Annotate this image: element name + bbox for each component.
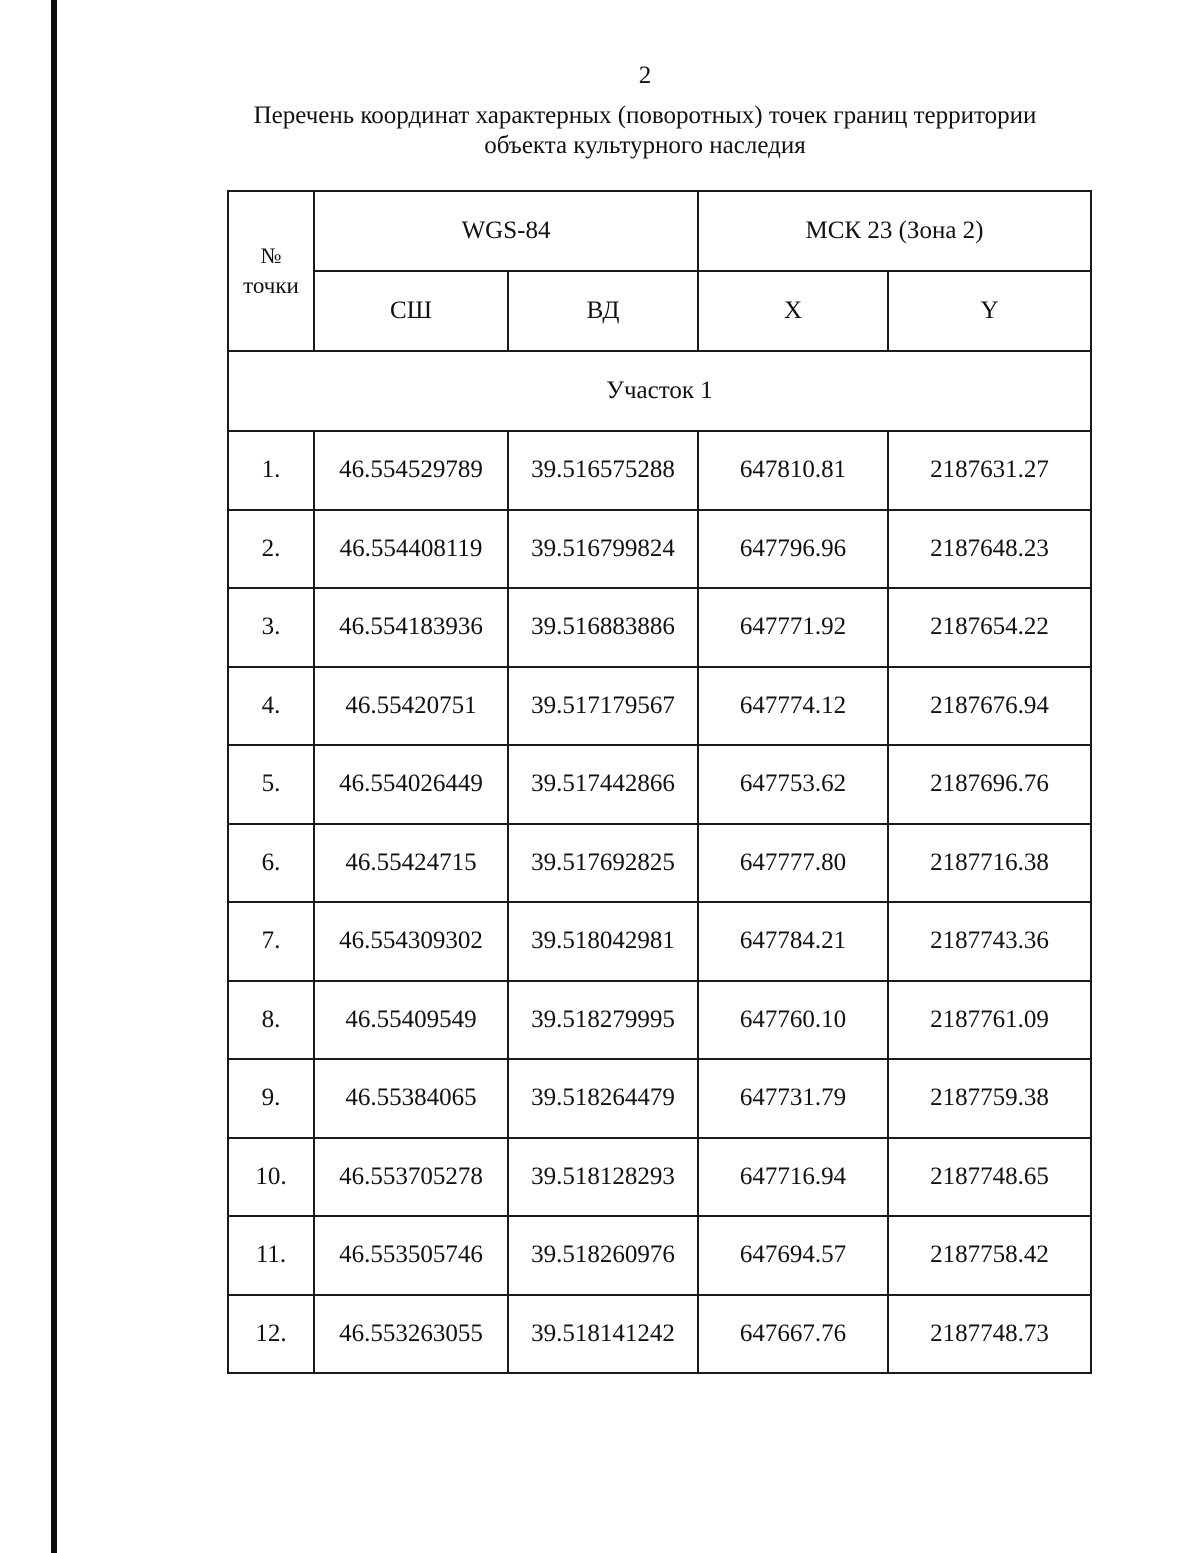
scan-edge-border bbox=[51, 0, 57, 1553]
latitude-cell: 46.553705278 bbox=[314, 1138, 508, 1217]
header-row-2 bbox=[228, 271, 1091, 351]
x-cell: 647774.12 bbox=[698, 667, 888, 746]
table-row bbox=[228, 1138, 1091, 1217]
table-row bbox=[228, 902, 1091, 981]
row-number-cell: 2. bbox=[228, 510, 314, 589]
y-cell: 2187748.65 bbox=[888, 1138, 1091, 1217]
section-title: Участок 1 bbox=[228, 351, 1091, 431]
x-cell: 647777.80 bbox=[698, 824, 888, 903]
latitude-cell: 46.554408119 bbox=[314, 510, 508, 589]
x-cell: 647731.79 bbox=[698, 1059, 888, 1138]
row-number-cell: 7. bbox=[228, 902, 314, 981]
y-header: Y bbox=[888, 271, 1091, 351]
row-number-cell: 12. bbox=[228, 1295, 314, 1374]
y-cell: 2187743.36 bbox=[888, 902, 1091, 981]
x-header: X bbox=[698, 271, 888, 351]
latitude-cell: 46.553505746 bbox=[314, 1216, 508, 1295]
longitude-cell: 39.518128293 bbox=[508, 1138, 698, 1217]
y-cell: 2187758.42 bbox=[888, 1216, 1091, 1295]
x-cell: 647771.92 bbox=[698, 588, 888, 667]
row-number-cell: 5. bbox=[228, 745, 314, 824]
y-cell: 2187648.23 bbox=[888, 510, 1091, 589]
longitude-cell: 39.518264479 bbox=[508, 1059, 698, 1138]
title-line-2: объекта культурного наследия bbox=[484, 132, 806, 159]
longitude-cell: 39.518260976 bbox=[508, 1216, 698, 1295]
point-number-header bbox=[228, 191, 314, 351]
x-cell: 647760.10 bbox=[698, 981, 888, 1060]
latitude-cell: 46.554529789 bbox=[314, 431, 508, 510]
row-number-cell: 9. bbox=[228, 1059, 314, 1138]
latitude-cell: 46.554183936 bbox=[314, 588, 508, 667]
header-row-1 bbox=[228, 191, 1091, 271]
x-cell: 647694.57 bbox=[698, 1216, 888, 1295]
longitude-cell: 39.516799824 bbox=[508, 510, 698, 589]
longitude-cell: 39.516883886 bbox=[508, 588, 698, 667]
latitude-cell: 46.55424715 bbox=[314, 824, 508, 903]
table-row bbox=[228, 431, 1091, 510]
row-number-cell: 3. bbox=[228, 588, 314, 667]
table-row bbox=[228, 981, 1091, 1060]
table-row bbox=[228, 745, 1091, 824]
latitude-cell: 46.554026449 bbox=[314, 745, 508, 824]
table-row bbox=[228, 1059, 1091, 1138]
msk-header: МСК 23 (Зона 2) bbox=[698, 191, 1091, 271]
y-cell: 2187761.09 bbox=[888, 981, 1091, 1060]
x-cell: 647753.62 bbox=[698, 745, 888, 824]
y-cell: 2187654.22 bbox=[888, 588, 1091, 667]
longitude-cell: 39.517442866 bbox=[508, 745, 698, 824]
longitude-cell: 39.518141242 bbox=[508, 1295, 698, 1374]
table-row bbox=[228, 510, 1091, 589]
y-cell: 2187696.76 bbox=[888, 745, 1091, 824]
latitude-cell: 46.55420751 bbox=[314, 667, 508, 746]
y-cell: 2187676.94 bbox=[888, 667, 1091, 746]
y-cell: 2187759.38 bbox=[888, 1059, 1091, 1138]
x-cell: 647810.81 bbox=[698, 431, 888, 510]
coordinates-table bbox=[227, 190, 1092, 1374]
row-number-cell: 6. bbox=[228, 824, 314, 903]
longitude-cell: 39.518279995 bbox=[508, 981, 698, 1060]
row-number-cell: 1. bbox=[228, 431, 314, 510]
longitude-header: ВД bbox=[508, 271, 698, 351]
number-word: точки bbox=[243, 273, 299, 298]
wgs-header: WGS-84 bbox=[314, 191, 698, 271]
longitude-cell: 39.518042981 bbox=[508, 902, 698, 981]
row-number-cell: 8. bbox=[228, 981, 314, 1060]
table-row bbox=[228, 824, 1091, 903]
row-number-cell: 4. bbox=[228, 667, 314, 746]
x-cell: 647784.21 bbox=[698, 902, 888, 981]
table-row bbox=[228, 1216, 1091, 1295]
latitude-cell: 46.554309302 bbox=[314, 902, 508, 981]
y-cell: 2187748.73 bbox=[888, 1295, 1091, 1374]
table-row bbox=[228, 667, 1091, 746]
latitude-cell: 46.55409549 bbox=[314, 981, 508, 1060]
number-sign: № bbox=[260, 243, 282, 268]
page-number: 2 bbox=[638, 62, 652, 89]
latitude-header: СШ bbox=[314, 271, 508, 351]
section-row bbox=[228, 351, 1091, 431]
table-row bbox=[228, 1295, 1091, 1374]
longitude-cell: 39.517692825 bbox=[508, 824, 698, 903]
longitude-cell: 39.517179567 bbox=[508, 667, 698, 746]
table-row bbox=[228, 588, 1091, 667]
x-cell: 647716.94 bbox=[698, 1138, 888, 1217]
row-number-cell: 10. bbox=[228, 1138, 314, 1217]
row-number-cell: 11. bbox=[228, 1216, 314, 1295]
y-cell: 2187631.27 bbox=[888, 431, 1091, 510]
title-line-1: Перечень координат характерных (поворотных) точек границ территории bbox=[253, 102, 1037, 129]
x-cell: 647667.76 bbox=[698, 1295, 888, 1374]
longitude-cell: 39.516575288 bbox=[508, 431, 698, 510]
document-title bbox=[200, 101, 1090, 161]
latitude-cell: 46.553263055 bbox=[314, 1295, 508, 1374]
x-cell: 647796.96 bbox=[698, 510, 888, 589]
latitude-cell: 46.55384065 bbox=[314, 1059, 508, 1138]
y-cell: 2187716.38 bbox=[888, 824, 1091, 903]
